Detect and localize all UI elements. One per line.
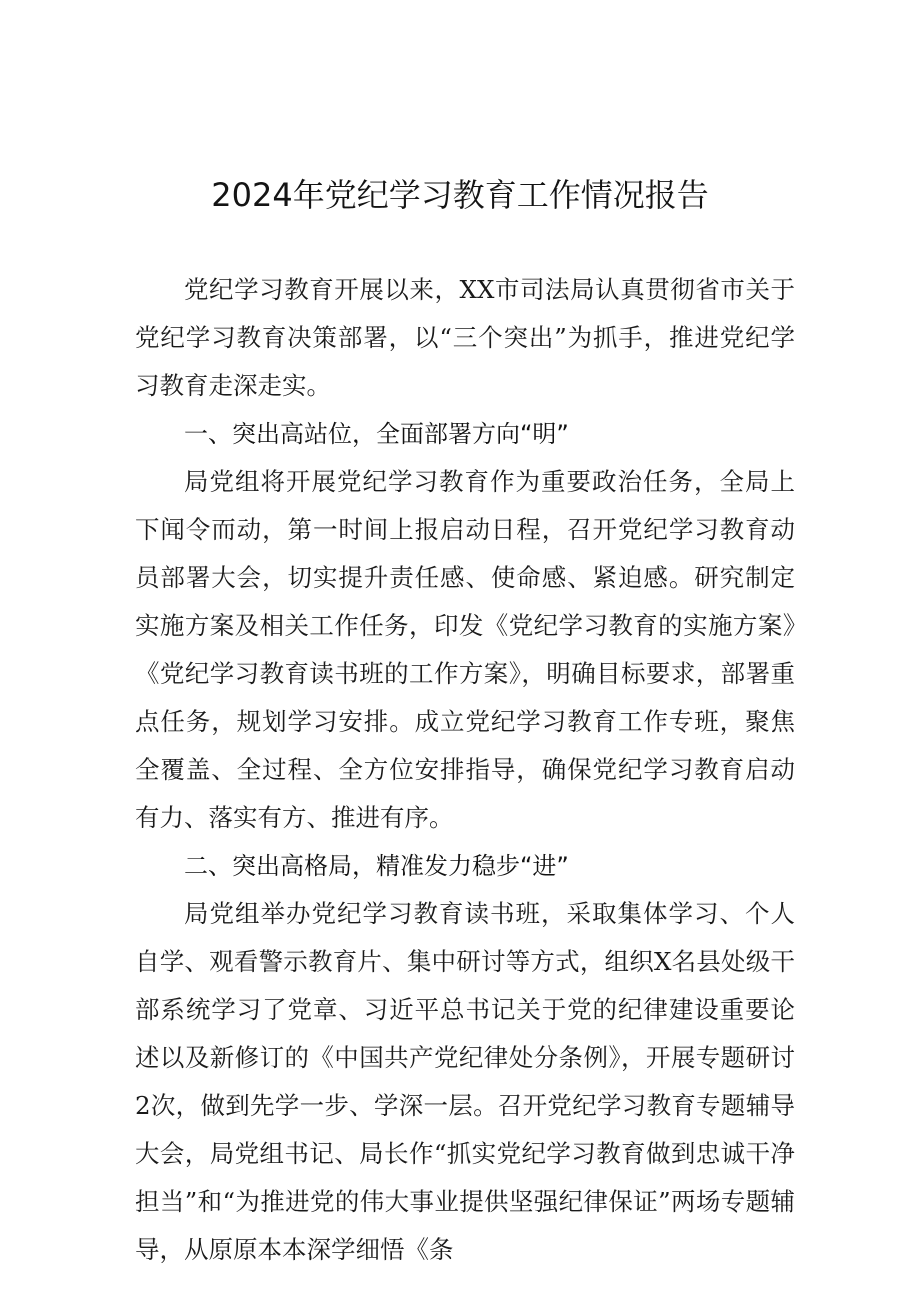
section-2-paragraph: 局党组举办党纪学习教育读书班，采取集体学习、个人自学、观看警示教育片、集中研讨等方式，组织X名县处级干部系统学习了党章、习近平总书记关于党的纪律建设重要论述以及新修订的《中国共产党纪律处分条例》，开展专题研讨2次，做到先学一步、学深一层。召开党纪学习教育专题辅导大会，局党组书记、局长作“抓实党纪学习教育做到忠诚干净担当”和“为推进党的伟大事业提供坚强纪律保证”两场专题辅导，从原原本本深学细悟《条 xyxy=(135,899,795,1264)
section-heading-2: 二、突出高格局，精准发力稳步“进” xyxy=(184,852,569,880)
intro-paragraph: 党纪学习教育开展以来，XX市司法局认真贯彻省市关于党纪学习教育决策部署，以“三个突出”为抓手，推进党纪学习教育走深走实。 xyxy=(135,275,795,400)
section-1-paragraph: 局党组将开展党纪学习教育作为重要政治任务，全局上下闻令而动，第一时间上报启动日程，召开党纪学习教育动员部署大会，切实提升责任感、使命感、紧迫感。研究制定实施方案及相关工作任务，印发《党纪学习教育的实施方案》《党纪学习教育读书班的工作方案》，明确目标要求，部署重点任务，规划学习安排。成立党纪学习教育工作专班，聚焦全覆盖、全过程、全方位安排指导，确保党纪学习教育启动有力、落实有方、推进有序。 xyxy=(135,467,795,832)
document-body xyxy=(135,266,795,1274)
section-heading-1: 一、突出高站位，全面部署方向“明” xyxy=(184,420,569,448)
document-title: 2024年党纪学习教育工作情况报告 xyxy=(211,176,709,214)
